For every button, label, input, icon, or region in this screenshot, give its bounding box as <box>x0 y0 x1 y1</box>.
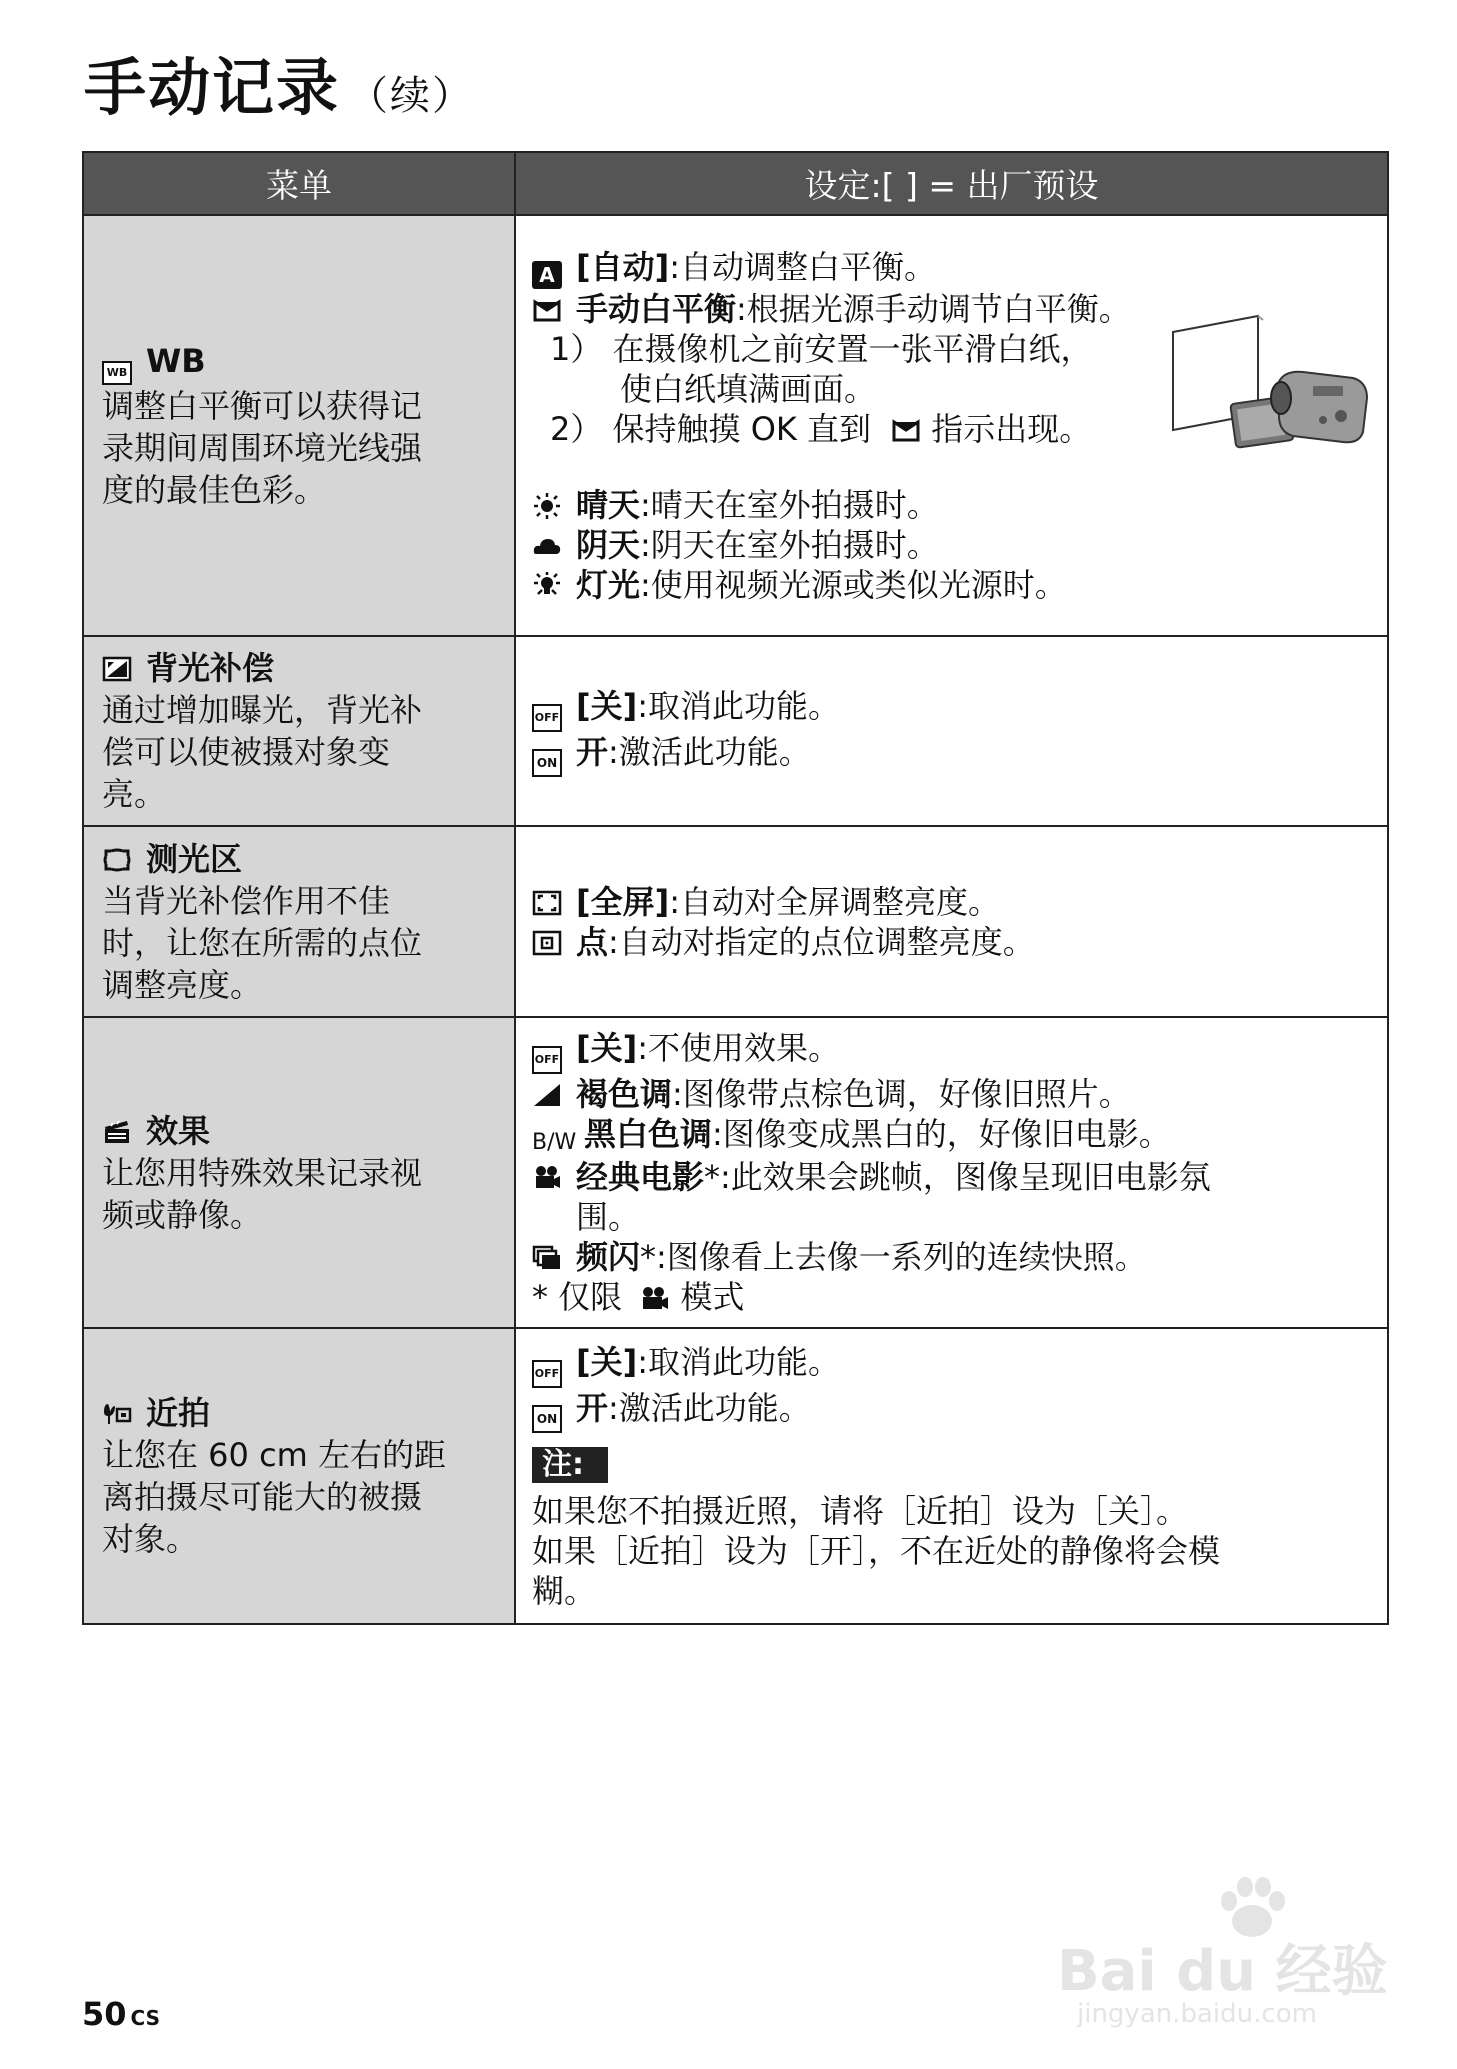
option-label: 阴天 <box>576 525 641 564</box>
note-line: 糊。 <box>532 1571 597 1610</box>
setting-cell-wb <box>515 215 1388 636</box>
option-classic-film-cont: 围。 <box>576 1198 641 1236</box>
watermark <box>1057 1913 1397 2033</box>
menu-name-wb <box>102 340 496 385</box>
menu-name-tele-macro <box>102 1392 496 1434</box>
option-label: 黑白色调 <box>584 1115 713 1153</box>
option-label: [关] <box>576 1342 638 1381</box>
menu-name-metering <box>102 838 496 880</box>
backlight-icon <box>102 651 132 679</box>
menu-cell-wb <box>83 215 515 636</box>
option-text: :自动对指定的点位调整亮度。 <box>608 922 1035 961</box>
option-monotone <box>532 1114 1371 1157</box>
sepia-icon <box>532 1078 562 1106</box>
film-camera-icon <box>532 1161 562 1189</box>
table-row-wb <box>83 215 1388 636</box>
menu-name-effect-text: 效果 <box>146 1111 211 1150</box>
video-mode-icon <box>640 1281 670 1309</box>
on-icon: ON <box>532 1405 562 1433</box>
setting-cell-effect <box>515 1017 1388 1328</box>
option-on <box>532 1388 1371 1433</box>
option-label: 开 <box>576 1388 609 1427</box>
option-off <box>532 686 1371 732</box>
manual-wb-icon <box>532 293 562 321</box>
table-header-row <box>83 152 1388 215</box>
option-label: [关] <box>576 1029 638 1067</box>
step-1: 1） 在摄像机之前安置一张平滑白纸， <box>550 329 1093 368</box>
option-sunny <box>532 485 1371 525</box>
menu-desc-line: 让您用特殊效果记录视 <box>102 1153 423 1192</box>
option-strobe <box>532 1237 1371 1277</box>
step-2-text: 2） 保持触摸 OK 直到 <box>550 409 872 448</box>
off-icon: OFF <box>532 704 562 732</box>
header-setting: 设定:[ ] = 出厂预设 <box>515 152 1388 215</box>
menu-desc-line: 频或静像。 <box>102 1195 263 1234</box>
menu-name-backlight-text: 背光补偿 <box>146 649 275 687</box>
option-classic-film <box>532 1157 1371 1197</box>
bw-icon: B/W <box>532 1130 577 1155</box>
effect-clapperboard-icon <box>102 1114 132 1142</box>
menu-desc-line: 时，让您在所需的点位 <box>102 923 423 962</box>
footnote-text: * 仅限 <box>532 1278 623 1316</box>
menu-name-metering-text: 测光区 <box>146 839 243 878</box>
option-label: 灯光 <box>576 565 641 604</box>
page-language-code: CS <box>130 2006 160 2030</box>
option-label: [全屏] <box>576 882 670 921</box>
setting-cell-backlight <box>515 636 1388 826</box>
on-icon: ON <box>532 749 562 777</box>
menu-desc-line: 偿可以使被摄对象变 <box>102 733 391 771</box>
option-label: 频闪 <box>576 1238 641 1276</box>
option-label: 手动白平衡 <box>576 289 737 328</box>
option-label: 经典电影 <box>576 1158 705 1196</box>
option-text: :使用视频光源或类似光源时。 <box>640 565 1067 604</box>
table-row-tele-macro <box>83 1328 1388 1624</box>
menu-name-effect <box>102 1110 496 1152</box>
page-number <box>82 1995 160 2033</box>
effect-footnote <box>532 1277 1371 1317</box>
option-text: :根据光源手动调节白平衡。 <box>736 289 1131 328</box>
light-bulb-icon <box>532 569 562 597</box>
option-text: :自动对全屏调整亮度。 <box>669 882 1001 921</box>
setting-cell-metering <box>515 826 1388 1017</box>
option-full-screen <box>532 882 1371 922</box>
menu-cell-tele-macro <box>83 1328 515 1624</box>
option-label: 开 <box>576 732 609 771</box>
menu-name-wb-text: WB <box>146 342 206 380</box>
watermark-brand: Bai du 经验 <box>1057 1939 1388 2004</box>
menu-desc-line: 通过增加曝光，背光补 <box>102 691 423 729</box>
menu-cell-effect <box>83 1017 515 1328</box>
menu-name-backlight <box>102 647 496 689</box>
option-text: :不使用效果。 <box>637 1029 841 1067</box>
strobe-icon <box>532 1241 562 1269</box>
menu-desc-line: 度的最佳色彩。 <box>102 471 327 509</box>
option-on <box>532 732 1371 777</box>
menu-table <box>82 151 1389 1625</box>
page-title-suffix: （续） <box>348 73 475 119</box>
option-auto <box>532 247 1371 289</box>
watermark-url: jingyan.baidu.com <box>1077 1999 1317 2029</box>
option-text: :阴天在室外拍摄时。 <box>640 525 939 564</box>
page-title <box>84 48 474 136</box>
option-text: :图像带点棕色调，好像旧照片。 <box>672 1075 1131 1113</box>
setting-cell-tele-macro <box>515 1328 1388 1624</box>
note-label: 注: <box>532 1447 608 1483</box>
option-label: [自动] <box>576 247 670 286</box>
menu-desc-line: 亮。 <box>102 775 167 813</box>
footnote-text-end: 模式 <box>680 1278 745 1316</box>
table-row-backlight <box>83 636 1388 826</box>
menu-desc-line: 调整亮度。 <box>102 965 263 1004</box>
option-label: 点 <box>576 922 609 961</box>
option-text: :取消此功能。 <box>637 1342 841 1381</box>
page-number-value: 50 <box>82 1995 127 2033</box>
metering-icon <box>102 842 132 870</box>
option-text: :自动调整白平衡。 <box>669 247 937 286</box>
option-text: *:图像看上去像一系列的连续快照。 <box>640 1238 1147 1276</box>
option-off <box>532 1342 1371 1388</box>
option-text: :激活此功能。 <box>608 1388 811 1427</box>
spot-metering-icon <box>532 926 562 954</box>
table-row-metering <box>83 826 1388 1017</box>
menu-name-tele-macro-text: 近拍 <box>146 1394 211 1432</box>
menu-desc-line: 当背光补偿作用不佳 <box>102 881 391 920</box>
option-spot <box>532 922 1371 962</box>
tele-macro-icon <box>102 1396 132 1424</box>
option-label: 晴天 <box>576 485 641 524</box>
manual-wb-icon <box>891 413 921 441</box>
menu-desc-line: 录期间周围环境光线强 <box>102 429 423 467</box>
option-text: *:此效果会跳帧，图像呈现旧电影氛 <box>704 1158 1211 1196</box>
note-line: 如果您不拍摄近照，请将［近拍］设为［关］。 <box>532 1491 1189 1530</box>
menu-cell-backlight <box>83 636 515 826</box>
option-label: [关] <box>576 686 638 725</box>
option-label: 褐色调 <box>576 1075 673 1113</box>
option-text: :激活此功能。 <box>608 732 811 771</box>
wb-icon: WB <box>102 361 132 385</box>
table-row-effect <box>83 1017 1388 1328</box>
option-text: :取消此功能。 <box>637 686 841 725</box>
menu-desc-line: 让您在 60 cm 左右的距 <box>102 1436 447 1474</box>
full-screen-metering-icon <box>532 886 562 914</box>
option-halogen <box>532 565 1371 605</box>
auto-icon: A <box>532 261 562 289</box>
step-2-text-end: 指示出现。 <box>931 409 1092 448</box>
option-text: :晴天在室外拍摄时。 <box>640 485 939 524</box>
off-icon: OFF <box>532 1046 562 1074</box>
option-off <box>532 1028 1371 1074</box>
cloud-icon <box>532 529 562 557</box>
menu-cell-metering <box>83 826 515 1017</box>
menu-desc-line: 对象。 <box>102 1520 199 1558</box>
page-title-text: 手动记录 <box>84 51 341 124</box>
option-text: :图像变成黑白的，好像旧电影。 <box>712 1115 1171 1153</box>
sun-icon <box>532 489 562 517</box>
camera-white-paper-illustration <box>1163 312 1373 462</box>
header-menu: 菜单 <box>83 152 515 215</box>
note-line: 如果［近拍］设为［开］，不在近处的静像将会模 <box>532 1531 1221 1570</box>
menu-desc-line: 离拍摄尽可能大的被摄 <box>102 1478 423 1516</box>
off-icon: OFF <box>532 1360 562 1388</box>
menu-desc-line: 调整白平衡可以获得记 <box>102 387 423 425</box>
step-1-cont: 使白纸填满画面。 <box>620 369 877 408</box>
option-cloudy <box>532 525 1371 565</box>
option-sepia <box>532 1074 1371 1114</box>
